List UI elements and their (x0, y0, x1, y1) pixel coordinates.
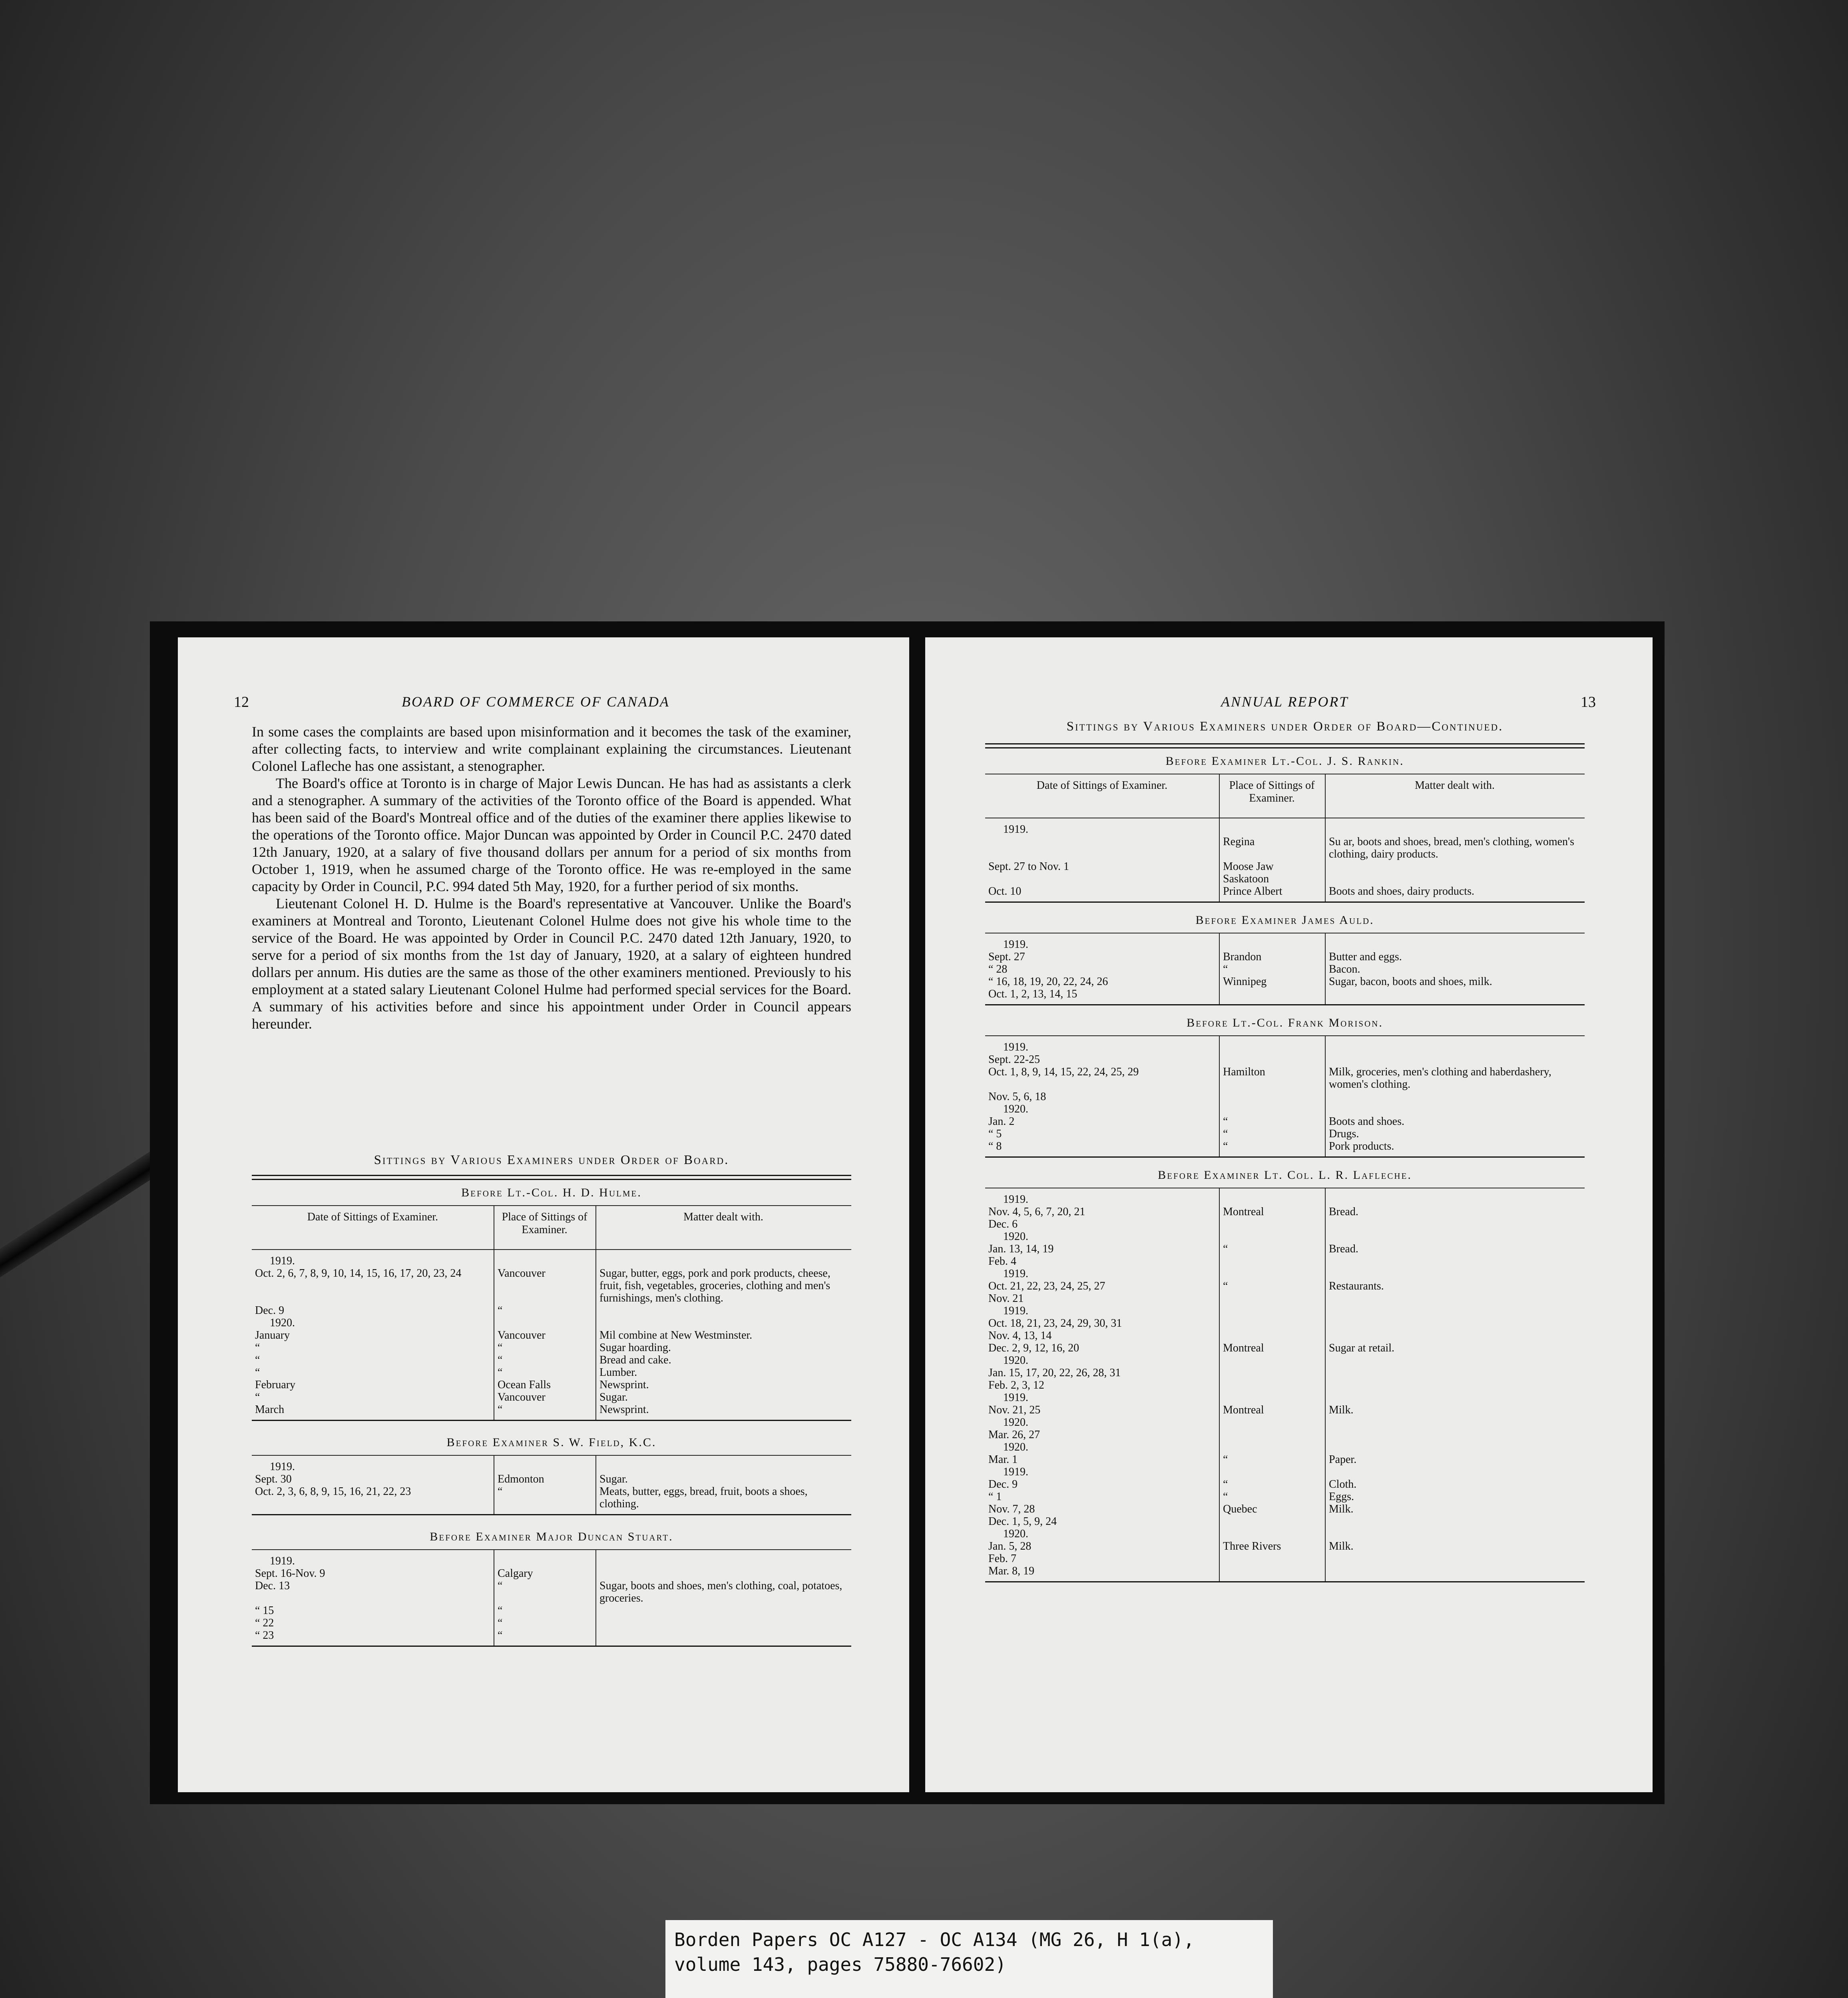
column-divider (595, 1205, 596, 1249)
table-row-place: Montreal (1223, 1342, 1264, 1354)
table-row-date: Oct. 10 (988, 885, 1022, 898)
table-row-place: Three Rivers (1223, 1540, 1281, 1552)
rule (985, 1035, 1585, 1036)
table-row-place: Ocean Falls (498, 1379, 551, 1391)
table-row-date: Feb. 2, 3, 12 (988, 1379, 1044, 1391)
table-row-matter: Drugs. (1329, 1128, 1359, 1140)
table-row-date: 1919. (1003, 938, 1028, 951)
column-divider (1325, 1188, 1326, 1581)
table-row-date: Nov. 4, 5, 6, 7, 20, 21 (988, 1206, 1085, 1218)
table-row-date: Mar. 8, 19 (988, 1565, 1035, 1577)
table-row-place: “ (1223, 1280, 1228, 1292)
table-row-place: “ (498, 1604, 503, 1617)
examiner-heading: Before Examiner Lt. Col. L. R. Lafleche. (1158, 1168, 1412, 1182)
examiner-heading: Before Examiner Lt.-Col. J. S. Rankin. (1165, 754, 1404, 768)
page-number: 13 (1581, 694, 1596, 710)
table-row-date: 1920. (1003, 1230, 1028, 1243)
column-divider (1219, 933, 1220, 1004)
table-row-place: “ (498, 1366, 503, 1379)
table-row-date: Feb. 4 (988, 1255, 1016, 1268)
reference-line: Borden Papers OC A127 - OC A134 (MG 26, H 1(a), (674, 1929, 1195, 1950)
table-row-matter: Milk. (1329, 1540, 1354, 1552)
table-row-place: Calgary (498, 1567, 533, 1580)
table-row-place: “ (1223, 1115, 1228, 1128)
column-divider (1219, 774, 1220, 818)
table-row-matter: Eggs. (1329, 1491, 1354, 1503)
table-row-place: “ (498, 1354, 503, 1366)
table-row-matter: Bread. (1329, 1243, 1358, 1255)
column-header: Place of Sittings of Examiner. (1229, 779, 1315, 804)
table-row-matter: Milk. (1329, 1404, 1354, 1416)
table-row-date: Jan. 5, 28 (988, 1540, 1032, 1552)
running-header: ANNUAL REPORT (1221, 694, 1349, 710)
table-row-matter: Sugar, butter, eggs, pork and pork products, cheese, fruit, fish, vegetables, groceries, clothing and men's furnishings, men's clothing. (599, 1267, 830, 1304)
table-row-date: “ (255, 1354, 260, 1366)
table-row-date: Sept. 27 (988, 951, 1025, 963)
table-row-date: “ 15 (255, 1604, 274, 1617)
table-row-place: Moose Jaw (1223, 860, 1274, 873)
table-row-date: “ 1 (988, 1491, 1002, 1503)
section-rule (985, 1156, 1585, 1158)
table-row-date: Dec. 6 (988, 1218, 1018, 1230)
table-row-matter: Sugar, boots and shoes, men's clothing, coal, potatoes, groceries. (599, 1580, 842, 1604)
table-row-date: 1920. (1003, 1528, 1028, 1540)
table-row-place: “ (1223, 1140, 1228, 1152)
table-row-matter: Boots and shoes, dairy products. (1329, 885, 1474, 898)
table-row-matter: Paper. (1329, 1453, 1357, 1466)
table-row-place: “ (1223, 1491, 1228, 1503)
table-row-matter: Cloth. (1329, 1478, 1357, 1491)
table-row-date: Sept. 16-Nov. 9 (255, 1567, 325, 1580)
table-row-date: “ 28 (988, 963, 1008, 975)
table-row-date: Sept. 30 (255, 1473, 292, 1485)
table-row-place: “ (498, 1629, 503, 1642)
paragraph: In some cases the complaints are based upon misinformation and it becomes the task of the examiner, after collecting facts, to interview and write complainant explaining the circumstances. Lieutenant Colonel Lafleche has one assistant, a stenographer. (252, 724, 851, 774)
table-row-matter: Sugar. (599, 1473, 628, 1485)
section-rule (985, 1004, 1585, 1005)
table-row-matter: Meats, butter, eggs, bread, fruit, boots a shoes, clothing. (599, 1485, 808, 1510)
table-row-place: Vancouver (498, 1391, 546, 1403)
table-row-date: Dec. 1, 5, 9, 24 (988, 1515, 1057, 1528)
table-row-date: 1920. (1003, 1103, 1028, 1115)
column-divider (1325, 1035, 1326, 1156)
table-row-place: Brandon (1223, 951, 1262, 963)
table-row-matter: Su ar, boots and shoes, bread, men's clothing, women's clothing, dairy products. (1329, 836, 1574, 860)
table-top-rule (985, 743, 1585, 744)
table-row-matter: Bread and cake. (599, 1354, 671, 1366)
table-row-date: “ (255, 1366, 260, 1379)
table-row-date: 1919. (1003, 1193, 1028, 1206)
column-divider (1219, 1188, 1220, 1581)
examiner-heading: Before Lt.-Col. H. D. Hulme. (461, 1186, 642, 1199)
rule (252, 1549, 851, 1550)
table-row-date: Jan. 15, 17, 20, 22, 26, 28, 31 (988, 1367, 1121, 1379)
table-row-place: “ (1223, 1478, 1228, 1491)
table-row-date: Dec. 9 (255, 1304, 285, 1317)
table-row-matter: Newsprint. (599, 1379, 649, 1391)
table-row-place: “ (498, 1341, 503, 1354)
table-row-date: Dec. 2, 9, 12, 16, 20 (988, 1342, 1079, 1354)
table-row-place: Montreal (1223, 1404, 1264, 1416)
column-header: Place of Sittings of Examiner. (502, 1211, 587, 1236)
table-row-place: “ (498, 1617, 503, 1629)
table-row-place: Regina (1223, 836, 1255, 848)
body-text (252, 723, 851, 1033)
table-row-matter: Sugar at retail. (1329, 1342, 1395, 1354)
column-header: Matter dealt with. (1415, 779, 1495, 792)
table-row-date: Nov. 21, 25 (988, 1404, 1041, 1416)
table-row-place: “ (1223, 1453, 1228, 1466)
table-row-matter: Boots and shoes. (1329, 1115, 1404, 1128)
paragraph: Lieutenant Colonel H. D. Hulme is the Board's representative at Vancouver. Unlike the Board's examiners at Montreal and Toronto, Lieutenant Colonel Hulme does not give his whole time to the service of the Board. He was appointed by Order in Council P.C. 2470 dated 12th January, 1920, to serve for a period of six months from the 1st day of January, 1920, at a salary of eighteen hundred dollars per annum. His duties are the same as those of the other examiners mentioned. Previously to his employment at a stated salary Lieutenant Colonel Hulme had performed special services for the Board. A summary of his activities before and since his appointment under Order in Council appears hereunder. (252, 896, 851, 1032)
table-row-matter: Sugar, bacon, boots and shoes, milk. (1329, 975, 1492, 988)
left-page (178, 637, 909, 1792)
table-row-date: Mar. 26, 27 (988, 1429, 1040, 1441)
table-row-date: 1919. (1003, 1466, 1028, 1478)
table-row-place: Montreal (1223, 1206, 1264, 1218)
table-row-date: 1920. (1003, 1416, 1028, 1429)
column-divider (1325, 774, 1326, 818)
table-row-date: Oct. 2, 3, 6, 8, 9, 15, 16, 21, 22, 23 (255, 1485, 411, 1498)
table-row-date: Sept. 27 to Nov. 1 (988, 860, 1069, 873)
table-row-place: Winnipeg (1223, 975, 1267, 988)
table-row-place: “ (498, 1304, 503, 1317)
section-rule (252, 1514, 851, 1515)
table-row-date: “ 5 (988, 1128, 1002, 1140)
table-row-matter: Milk. (1329, 1503, 1354, 1515)
table-row-matter: Restaurants. (1329, 1280, 1384, 1292)
table-row-date: “ 23 (255, 1629, 274, 1642)
table-row-date: Oct. 1, 8, 9, 14, 15, 22, 24, 25, 29 (988, 1066, 1139, 1078)
table-row-date: March (255, 1403, 285, 1416)
table-row-place: “ (498, 1403, 503, 1416)
table-row-place: “ (498, 1580, 503, 1592)
column-divider (1325, 933, 1326, 1004)
table-row-date: Oct. 1, 2, 13, 14, 15 (988, 988, 1077, 1000)
table-row-date: Oct. 18, 21, 23, 24, 29, 30, 31 (988, 1317, 1122, 1329)
examiner-heading: Before Lt.-Col. Frank Morison. (1187, 1016, 1383, 1029)
table-row-date: 1919. (270, 1461, 295, 1473)
rule (252, 1249, 851, 1250)
table-row-place: “ (1223, 1243, 1228, 1255)
table-row-matter: Bread. (1329, 1206, 1358, 1218)
table-row-matter: Bacon. (1329, 963, 1360, 975)
table-row-date: Feb. 7 (988, 1552, 1016, 1565)
table-top-rule (252, 1175, 851, 1176)
table-row-matter: Sugar. (599, 1391, 628, 1403)
table-row-matter: Butter and eggs. (1329, 951, 1402, 963)
table-row-date: Oct. 2, 6, 7, 8, 9, 10, 14, 15, 16, 17, 20, 23, 24 (255, 1267, 462, 1280)
table-row-date: Nov. 21 (988, 1292, 1024, 1305)
table-row-date: 1919. (1003, 1391, 1028, 1404)
paragraph: The Board's office at Toronto is in charge of Major Lewis Duncan. He has had as assistants a clerk and a stenographer. A summary of the activities of the Toronto office of the Board is appended. What has been said of the Board's Montreal office and of the duties of the examiner there applies likewise to the operations of the Toronto office. Major Duncan was appointed by Order in Council P.C. 2470 dated 12th January, 1920, at a salary of five thousand dollars per annum for a period of six months from October 1, 1919, when he assumed charge of the Toronto office. He was re-employed in the same capacity by Order in Council, P.C. 994 dated 5th May, 1920, for a further period of six months. (252, 775, 851, 894)
table-row-date: Oct. 21, 22, 23, 24, 25, 27 (988, 1280, 1105, 1292)
table-row-date: “ (255, 1341, 260, 1354)
table-row-place: Edmonton (498, 1473, 544, 1485)
column-divider (1325, 818, 1326, 901)
table-row-date: Jan. 13, 14, 19 (988, 1243, 1054, 1255)
archive-reference-tag (665, 1920, 1273, 1998)
right-page (925, 637, 1653, 1792)
column-divider (1219, 818, 1220, 901)
section-rule (985, 901, 1585, 903)
table-row-date: Mar. 1 (988, 1453, 1018, 1466)
column-divider (595, 1249, 596, 1420)
column-header: Date of Sittings of Examiner. (1036, 779, 1168, 792)
table-row-matter: Lumber. (599, 1366, 637, 1379)
reference-line: volume 143, pages 75880-76602) (674, 1954, 1006, 1975)
examiner-heading: Before Examiner James Auld. (1195, 913, 1374, 927)
table-row-matter: Pork products. (1329, 1140, 1394, 1152)
table-row-date: Jan. 2 (988, 1115, 1015, 1128)
table-row-date: 1919. (1003, 823, 1028, 836)
table-row-matter: Newsprint. (599, 1403, 649, 1416)
open-book (150, 621, 1665, 1804)
table-top-rule (985, 747, 1585, 748)
table-row-date: “ 8 (988, 1140, 1002, 1152)
table-row-date: February (255, 1379, 296, 1391)
table-row-place: Saskatoon (1223, 873, 1269, 885)
section-title: Sittings by Various Examiners under Order of Board. (374, 1153, 729, 1167)
table-row-date: “ 22 (255, 1617, 274, 1629)
section-title: Sittings by Various Examiners under Order of Board—Continued. (1066, 719, 1503, 734)
table-row-place: Quebec (1223, 1503, 1257, 1515)
table-row-date: “ 16, 18, 19, 20, 22, 24, 26 (988, 975, 1108, 988)
table-row-place: Prince Albert (1223, 885, 1282, 898)
table-row-date: January (255, 1329, 290, 1341)
table-row-date: “ (255, 1391, 260, 1403)
table-row-date: Nov. 4, 13, 14 (988, 1329, 1052, 1342)
table-row-date: 1919. (1003, 1268, 1028, 1280)
rule (252, 1205, 851, 1206)
table-row-matter: Sugar hoarding. (599, 1341, 671, 1354)
table-row-date: 1920. (1003, 1354, 1028, 1367)
table-row-place: “ (1223, 963, 1228, 975)
table-top-rule (252, 1179, 851, 1180)
table-row-date: 1919. (270, 1255, 295, 1267)
table-row-matter: Milk, groceries, men's clothing and haberdashery, women's clothing. (1329, 1066, 1551, 1091)
table-row-place: “ (498, 1485, 503, 1498)
table-row-date: 1920. (270, 1317, 295, 1329)
table-row-date: 1919. (1003, 1041, 1028, 1053)
section-rule (985, 1581, 1585, 1582)
column-header: Date of Sittings of Examiner. (307, 1211, 438, 1223)
examiner-heading: Before Examiner Major Duncan Stuart. (430, 1530, 673, 1543)
table-row-date: Dec. 9 (988, 1478, 1018, 1491)
column-divider (595, 1549, 596, 1646)
page-number: 12 (234, 694, 249, 710)
section-rule (252, 1646, 851, 1647)
column-header: Matter dealt with. (683, 1211, 763, 1223)
table-row-date: 1920. (1003, 1441, 1028, 1453)
table-row-date: 1919. (270, 1555, 295, 1567)
table-row-place: Hamilton (1223, 1066, 1265, 1078)
examiner-heading: Before Examiner S. W. Field, K.C. (446, 1436, 657, 1449)
table-row-date: Sept. 22-25 (988, 1053, 1040, 1066)
table-row-place: Vancouver (498, 1267, 546, 1280)
table-row-date: Nov. 7, 28 (988, 1503, 1035, 1515)
table-row-place: Vancouver (498, 1329, 546, 1341)
section-rule (252, 1420, 851, 1421)
table-row-date: Dec. 13 (255, 1580, 290, 1592)
rule (252, 1455, 851, 1456)
column-divider (1219, 1035, 1220, 1156)
table-row-date: 1919. (1003, 1305, 1028, 1317)
column-divider (595, 1455, 596, 1514)
table-row-matter: Mil combine at New Westminster. (599, 1329, 753, 1341)
running-header: BOARD OF COMMERCE OF CANADA (402, 694, 670, 710)
table-row-date: Nov. 5, 6, 18 (988, 1091, 1046, 1103)
table-row-place: “ (1223, 1128, 1228, 1140)
